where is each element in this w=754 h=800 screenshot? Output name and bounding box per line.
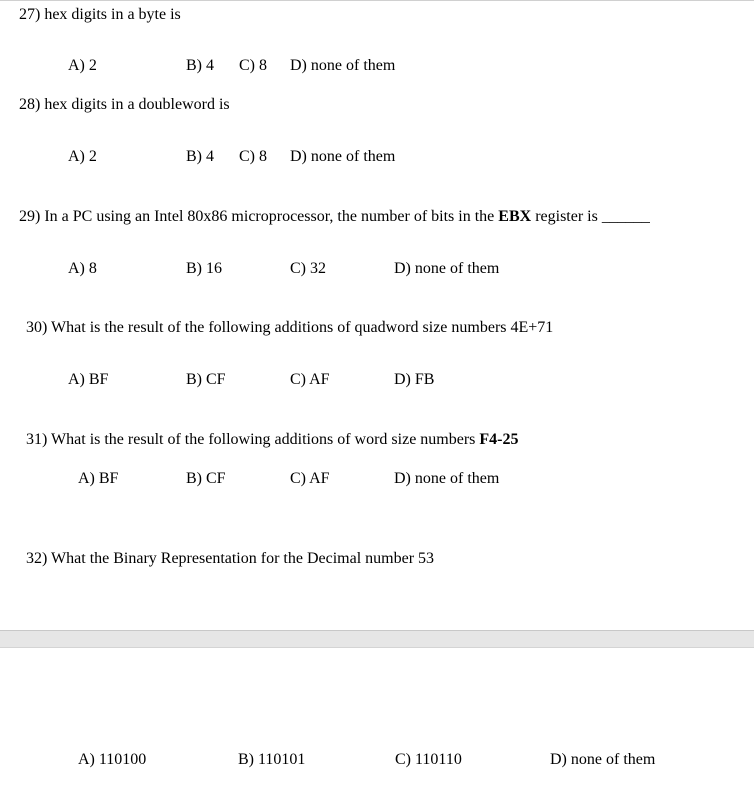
question-30-option-d: D) FB xyxy=(394,371,435,388)
question-27-prompt: 27) hex digits in a byte is xyxy=(19,6,181,23)
question-32-option-d: D) none of them xyxy=(550,751,656,768)
question-30-prompt: 30) What is the result of the following additions of quadword size numbers 4E+71 xyxy=(26,319,554,336)
question-30-option-a: A) BF xyxy=(68,371,109,388)
question-27-option-c: C) 8 xyxy=(239,57,267,74)
question-31-prompt xyxy=(26,431,519,449)
question-31-option-d: D) none of them xyxy=(394,470,500,487)
question-27-option-b: B) 4 xyxy=(186,57,214,74)
question-29-option-d: D) none of them xyxy=(394,260,500,277)
question-27-option-a: A) 2 xyxy=(68,57,97,74)
question-32-prompt: 32) What the Binary Representation for the Decimal number 53 xyxy=(26,550,435,567)
question-31-operands: F4-25 xyxy=(479,431,519,448)
question-30-option-b: B) CF xyxy=(186,371,226,388)
question-31-option-c: C) AF xyxy=(290,470,330,487)
question-29-prompt xyxy=(19,208,650,226)
question-31-option-a: A) BF xyxy=(78,470,119,487)
page-top-border xyxy=(0,0,754,4)
question-29-prompt-tail: register is ______ xyxy=(531,208,650,225)
question-30-option-c: C) AF xyxy=(290,371,330,388)
question-32-option-b: B) 110101 xyxy=(238,751,306,768)
question-29-option-c: C) 32 xyxy=(290,260,326,277)
question-28-option-b: B) 4 xyxy=(186,148,214,165)
question-28-option-c: C) 8 xyxy=(239,148,267,165)
page-break-gap xyxy=(0,630,754,648)
question-29-register-name: EBX xyxy=(498,208,532,225)
question-32-option-c: C) 110110 xyxy=(395,751,462,768)
question-31-prompt-text: 31) What is the result of the following additions of word size numbers xyxy=(26,431,480,448)
question-31-option-b: B) CF xyxy=(186,470,226,487)
question-29-prompt-text: 29) In a PC using an Intel 80x86 microprocessor, the number of bits in the xyxy=(19,208,499,225)
question-28-option-a: A) 2 xyxy=(68,148,97,165)
question-28-option-d: D) none of them xyxy=(290,148,396,165)
question-29-option-b: B) 16 xyxy=(186,260,222,277)
question-27-option-d: D) none of them xyxy=(290,57,396,74)
question-32-option-a: A) 110100 xyxy=(78,751,147,768)
question-29-option-a: A) 8 xyxy=(68,260,97,277)
question-28-prompt: 28) hex digits in a doubleword is xyxy=(19,96,230,113)
